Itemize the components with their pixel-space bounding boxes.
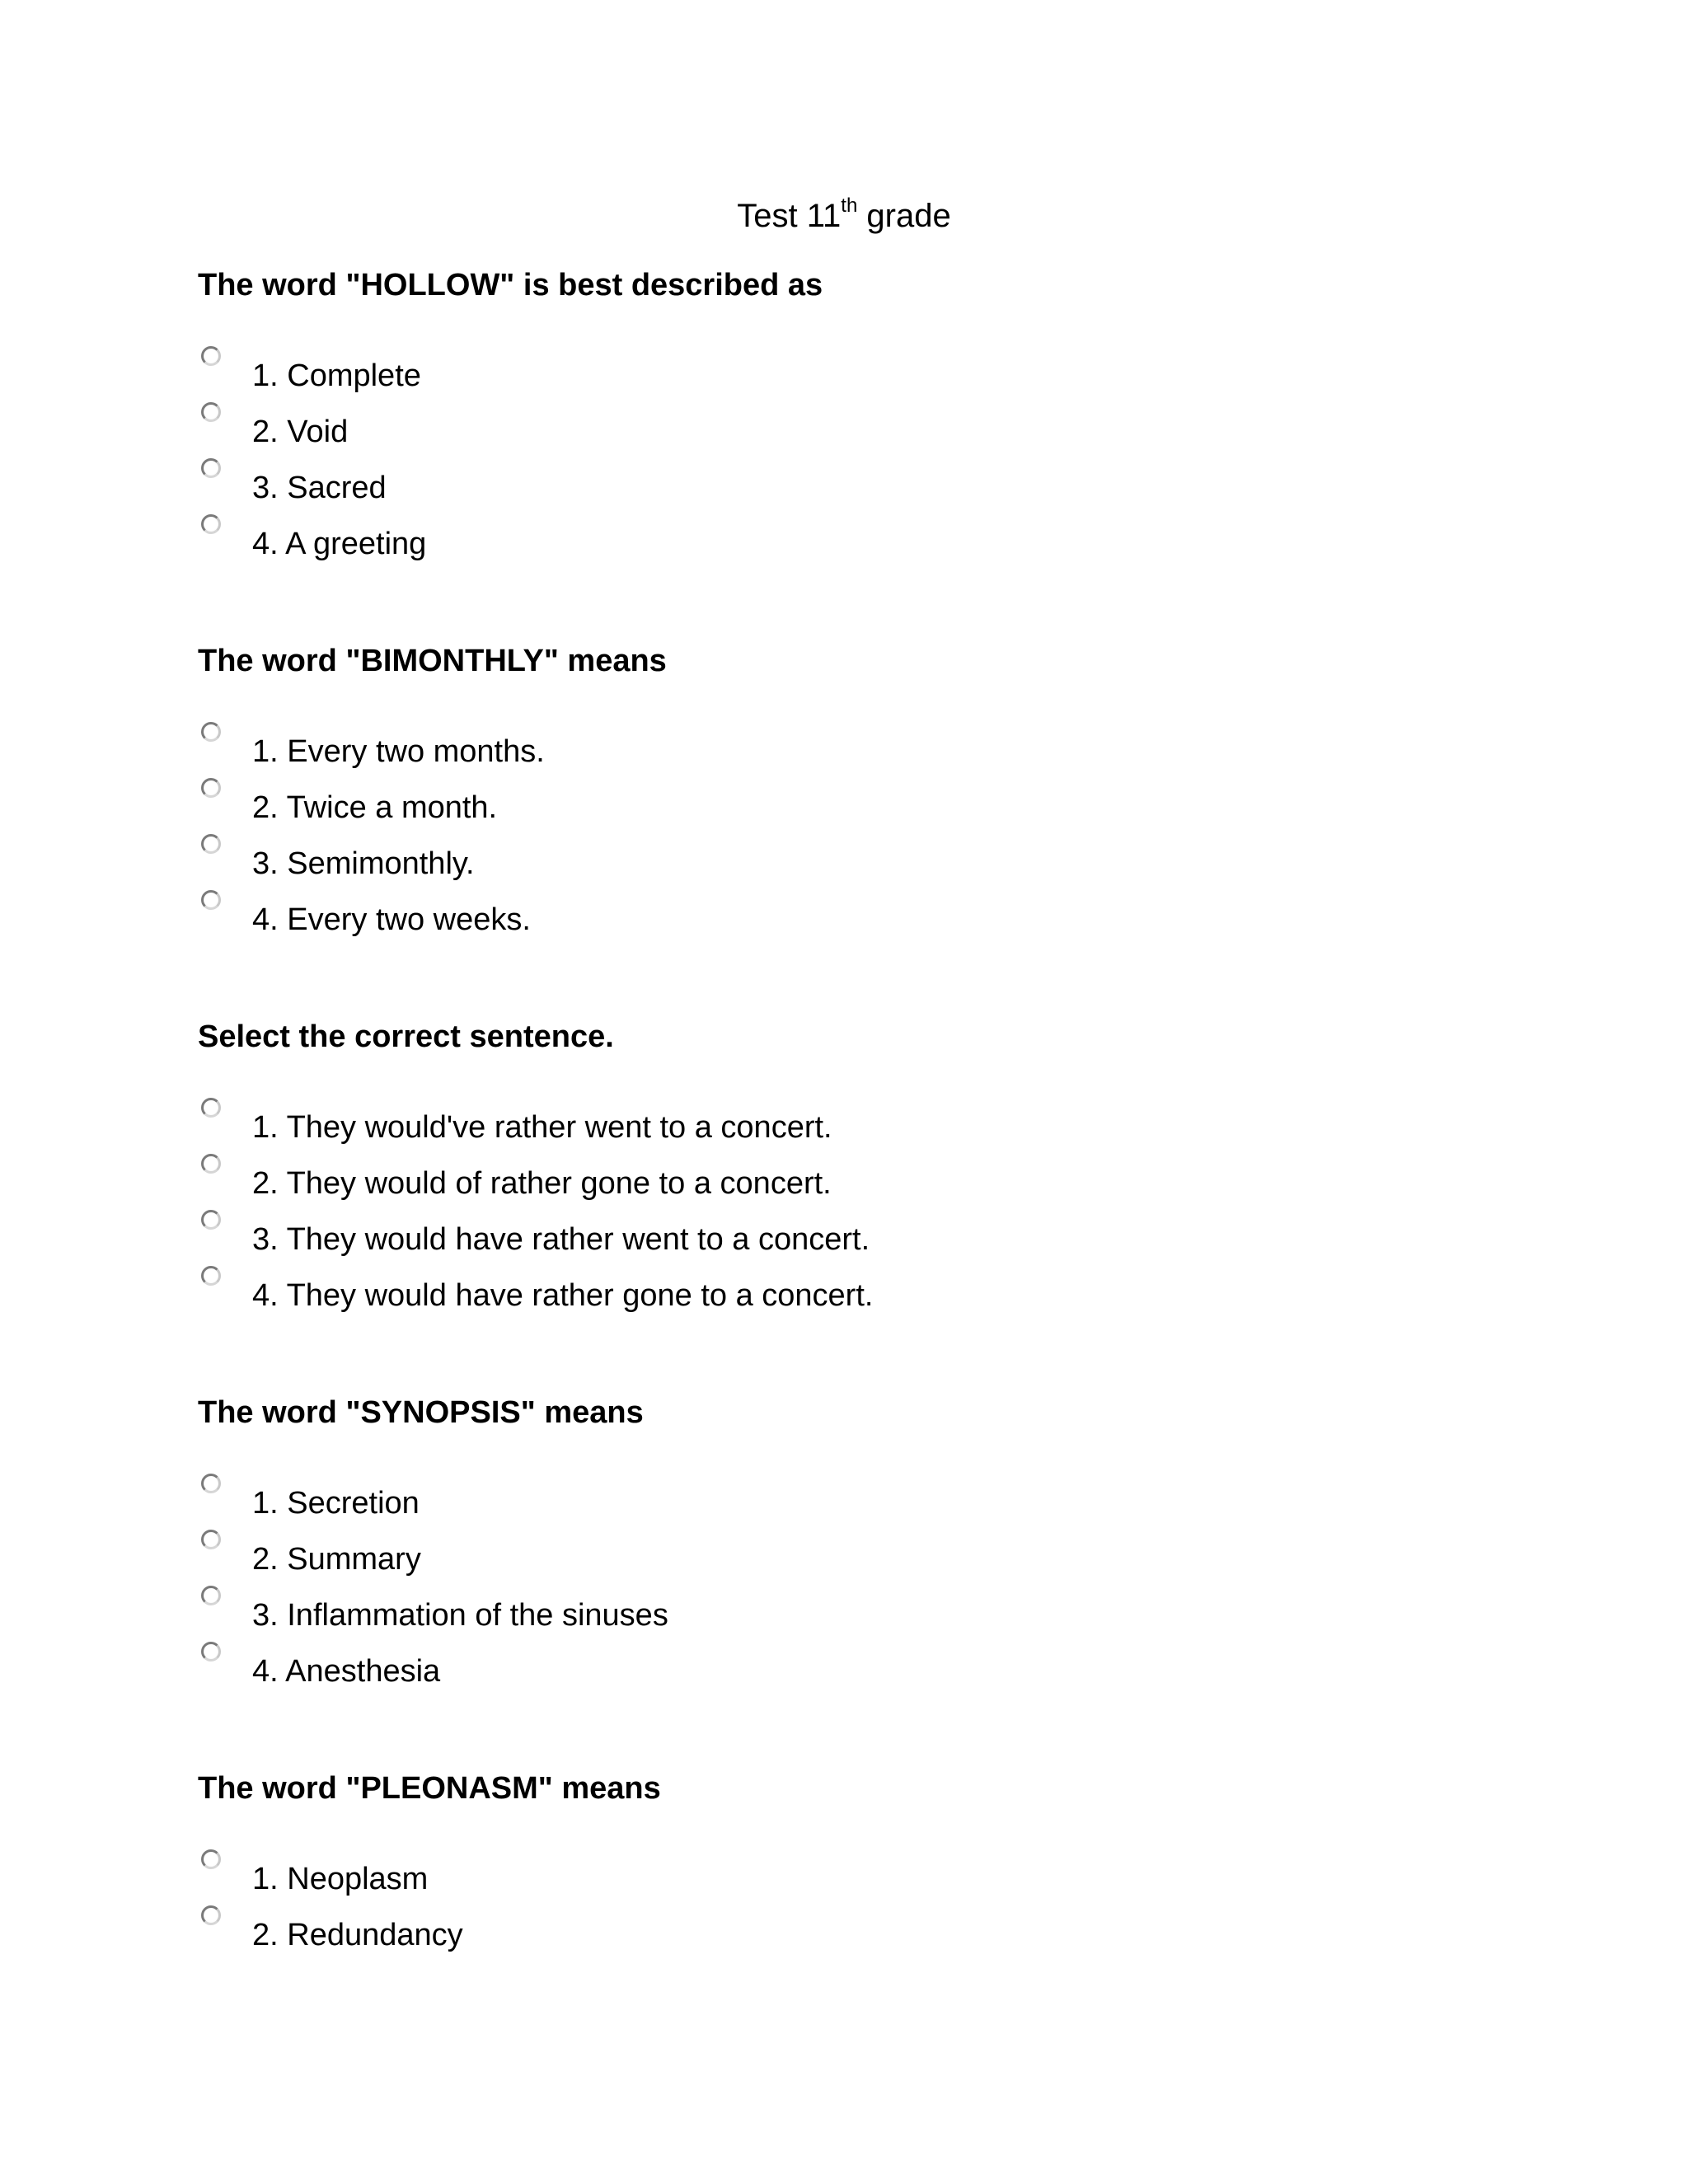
radio-button-icon[interactable]	[201, 1849, 221, 1869]
option-item[interactable]	[198, 356, 1517, 412]
option-item[interactable]	[198, 1652, 1517, 1708]
option-label: 4. Anesthesia	[252, 1654, 441, 1689]
option-item[interactable]	[198, 1859, 1517, 1915]
question-text: The word "PLEONASM" means	[198, 1771, 661, 1806]
radio-button-icon[interactable]	[201, 458, 221, 478]
radio-button-icon[interactable]	[201, 1098, 221, 1118]
option-item[interactable]	[198, 1164, 1517, 1220]
option-item[interactable]	[198, 788, 1517, 844]
question-text: The word "SYNOPSIS" means	[198, 1395, 644, 1430]
title-suffix: grade	[857, 198, 951, 234]
option-label: 3. Semimonthly.	[252, 846, 475, 881]
option-label: 2. Void	[252, 415, 349, 449]
question-text: Select the correct sentence.	[198, 1019, 614, 1054]
radio-button-icon[interactable]	[201, 722, 221, 742]
option-item[interactable]	[198, 1276, 1517, 1332]
option-label: 2. Summary	[252, 1542, 421, 1577]
option-label: 2. Twice a month.	[252, 790, 498, 825]
option-item[interactable]	[198, 1596, 1517, 1652]
option-item[interactable]	[198, 732, 1517, 788]
question-3	[198, 1017, 1517, 1332]
option-label: 2. Redundancy	[252, 1918, 463, 1952]
option-label: 4. A greeting	[252, 527, 427, 561]
option-item[interactable]	[198, 900, 1517, 956]
option-label: 2. They would of rather gone to a concert.	[252, 1166, 832, 1201]
option-item[interactable]	[198, 412, 1517, 468]
option-label: 4. Every two weeks.	[252, 902, 531, 937]
option-list	[198, 1483, 1517, 1708]
title-superscript: th	[841, 194, 858, 217]
question-text: The word "HOLLOW" is best described as	[198, 268, 823, 302]
radio-button-icon[interactable]	[201, 1154, 221, 1174]
option-item[interactable]	[198, 468, 1517, 524]
option-list	[198, 1859, 1517, 1971]
option-label: 3. They would have rather went to a concert.	[252, 1222, 870, 1257]
option-item[interactable]	[198, 844, 1517, 900]
option-item[interactable]	[198, 1483, 1517, 1540]
option-label: 1. Every two months.	[252, 734, 545, 769]
radio-button-icon[interactable]	[201, 346, 221, 366]
option-label: 3. Sacred	[252, 471, 387, 505]
radio-button-icon[interactable]	[201, 1586, 221, 1605]
option-item[interactable]	[198, 1540, 1517, 1596]
question-5	[198, 1769, 1517, 1971]
option-item[interactable]	[198, 524, 1517, 580]
option-item[interactable]	[198, 1220, 1517, 1276]
radio-button-icon[interactable]	[201, 1266, 221, 1286]
option-list	[198, 356, 1517, 580]
option-item[interactable]	[198, 1915, 1517, 1971]
title-prefix: Test 11	[737, 198, 842, 234]
radio-button-icon[interactable]	[201, 890, 221, 910]
option-label: 3. Inflammation of the sinuses	[252, 1598, 668, 1633]
option-list	[198, 1108, 1517, 1332]
radio-button-icon[interactable]	[201, 1210, 221, 1230]
radio-button-icon[interactable]	[201, 1642, 221, 1661]
radio-button-icon[interactable]	[201, 402, 221, 422]
question-text: The word "BIMONTHLY" means	[198, 644, 667, 678]
question-2	[198, 641, 1517, 956]
radio-button-icon[interactable]	[201, 514, 221, 534]
option-item[interactable]	[198, 1108, 1517, 1164]
radio-button-icon[interactable]	[201, 778, 221, 798]
radio-button-icon[interactable]	[201, 834, 221, 854]
option-label: 1. They would've rather went to a concert.	[252, 1110, 832, 1145]
question-4	[198, 1393, 1517, 1708]
option-list	[198, 732, 1517, 956]
option-label: 4. They would have rather gone to a concert.	[252, 1278, 874, 1313]
option-label: 1. Neoplasm	[252, 1862, 429, 1896]
option-label: 1. Complete	[252, 359, 421, 393]
radio-button-icon[interactable]	[201, 1905, 221, 1925]
page-title	[0, 194, 1688, 237]
option-label: 1. Secretion	[252, 1486, 420, 1521]
radio-button-icon[interactable]	[201, 1474, 221, 1493]
question-1	[198, 265, 1517, 580]
radio-button-icon[interactable]	[201, 1530, 221, 1549]
